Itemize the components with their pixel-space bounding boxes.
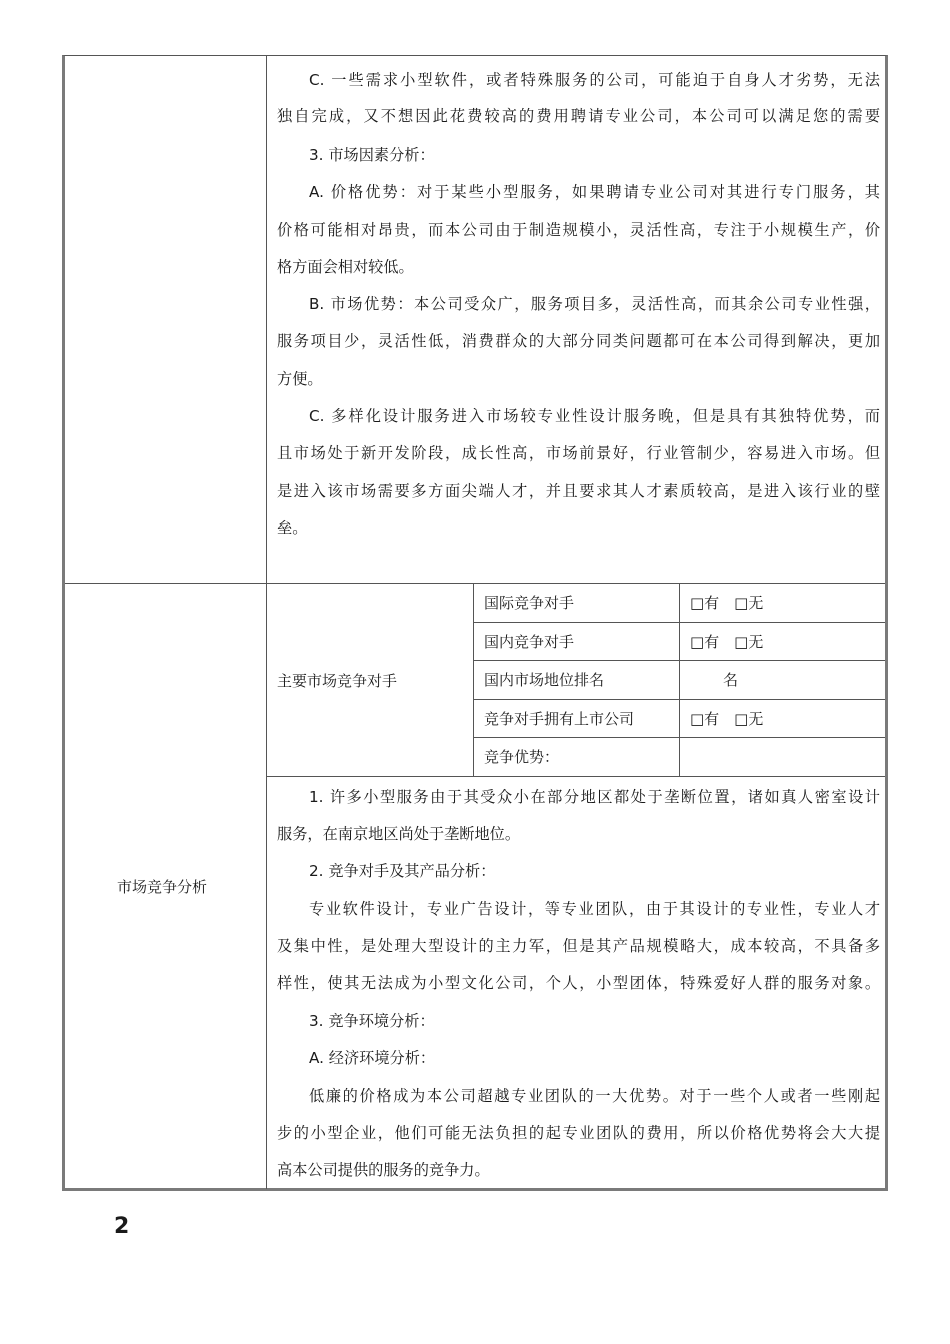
text-line: 是进入该市场需要多方面尖端人才，并且要求其人才素质较高，是进入该行业的壁 bbox=[277, 482, 880, 500]
text-line: 方便。 bbox=[277, 370, 323, 388]
row-label-international-competitor: 国际竞争对手 bbox=[484, 594, 575, 612]
text-line: 3. 市场因素分析： bbox=[309, 146, 435, 164]
checkbox-group-listed-company[interactable]: □有 □无 bbox=[690, 710, 764, 728]
row-label-market-ranking: 国内市场地位排名 bbox=[484, 671, 605, 689]
text-line: 服务项目少，灵活性低，消费群众的大部分同类问题都可在本公司得到解决，更加 bbox=[277, 332, 880, 350]
subtable-row-line bbox=[473, 660, 885, 661]
text-line: 及集中性，是处理大型设计的主力军，但是其产品规模略大，成本较高，不具备多 bbox=[277, 937, 880, 955]
text-line: C. 一些需求小型软件，或者特殊服务的公司，可能迫于自身人才劣势，无法 bbox=[309, 71, 880, 89]
page-number: 2 bbox=[114, 1214, 130, 1239]
column-divider-subtable-2 bbox=[679, 583, 680, 776]
text-line: 步的小型企业，他们可能无法负担的起专业团队的费用，所以价格优势将会大大提 bbox=[277, 1124, 880, 1142]
subtable-bottom-line bbox=[266, 776, 885, 777]
ranking-field[interactable]: 名 bbox=[723, 671, 739, 689]
checkbox-group-domestic[interactable]: □有 □无 bbox=[690, 633, 764, 651]
text-line: 低廉的价格成为本公司超越专业团队的一大优势。对于一些个人或者一些刚起 bbox=[309, 1087, 880, 1105]
text-line: A. 价格优势：对于某些小型服务，如果聘请专业公司对其进行专门服务，其 bbox=[309, 183, 880, 201]
text-line: 2. 竞争对手及其产品分析： bbox=[309, 862, 496, 880]
subtable-row-line bbox=[473, 622, 885, 623]
text-line: B. 市场优势：本公司受众广，服务项目多，灵活性高，而其余公司专业性强， bbox=[309, 295, 880, 313]
text-line: 垒。 bbox=[277, 519, 308, 537]
text-line: 1. 许多小型服务由于其受众小在部分地区都处于垄断位置，诸如真人密室设计 bbox=[309, 788, 880, 806]
text-line: 且市场处于新开发阶段，成长性高，市场前景好，行业管制少，容易进入市场。但 bbox=[277, 444, 880, 462]
section-label-market-competition: 市场竞争分析 bbox=[117, 878, 208, 896]
text-line: 高本公司提供的服务的竞争力。 bbox=[277, 1161, 490, 1179]
column-divider-main bbox=[266, 55, 267, 1189]
checkbox-group-international[interactable]: □有 □无 bbox=[690, 594, 764, 612]
text-line: 专业软件设计，专业广告设计，等专业团队，由于其设计的专业性，专业人才 bbox=[309, 900, 880, 918]
text-line: 价格可能相对昂贵，而本公司由于制造规模小，灵活性高，专注于小规模生产，价 bbox=[277, 221, 880, 239]
section-divider bbox=[65, 583, 885, 584]
text-line: A. 经济环境分析： bbox=[309, 1049, 436, 1067]
subtable-row-line bbox=[473, 737, 885, 738]
text-line: 样性，使其无法成为小型文化公司，个人，小型团体，特殊爱好人群的服务对象。 bbox=[277, 974, 880, 992]
row-label-listed-company: 竞争对手拥有上市公司 bbox=[484, 710, 635, 728]
text-line: 独自完成，又不想因此花费较高的费用聘请专业公司，本公司可以满足您的需要 bbox=[277, 107, 880, 125]
subtable-row-line bbox=[473, 699, 885, 700]
text-line: C. 多样化设计服务进入市场较专业性设计服务晚，但是具有其独特优势，而 bbox=[309, 407, 880, 425]
group-label-main-competitors: 主要市场竞争对手 bbox=[277, 672, 398, 690]
text-line: 格方面会相对较低。 bbox=[277, 258, 414, 276]
row-label-domestic-competitor: 国内竞争对手 bbox=[484, 633, 575, 651]
text-line: 3. 竞争环境分析： bbox=[309, 1012, 435, 1030]
text-line: 服务，在南京地区尚处于垄断地位。 bbox=[277, 825, 520, 843]
column-divider-subtable-1 bbox=[473, 583, 474, 776]
row-label-competitive-advantage: 竞争优势： bbox=[484, 748, 560, 766]
